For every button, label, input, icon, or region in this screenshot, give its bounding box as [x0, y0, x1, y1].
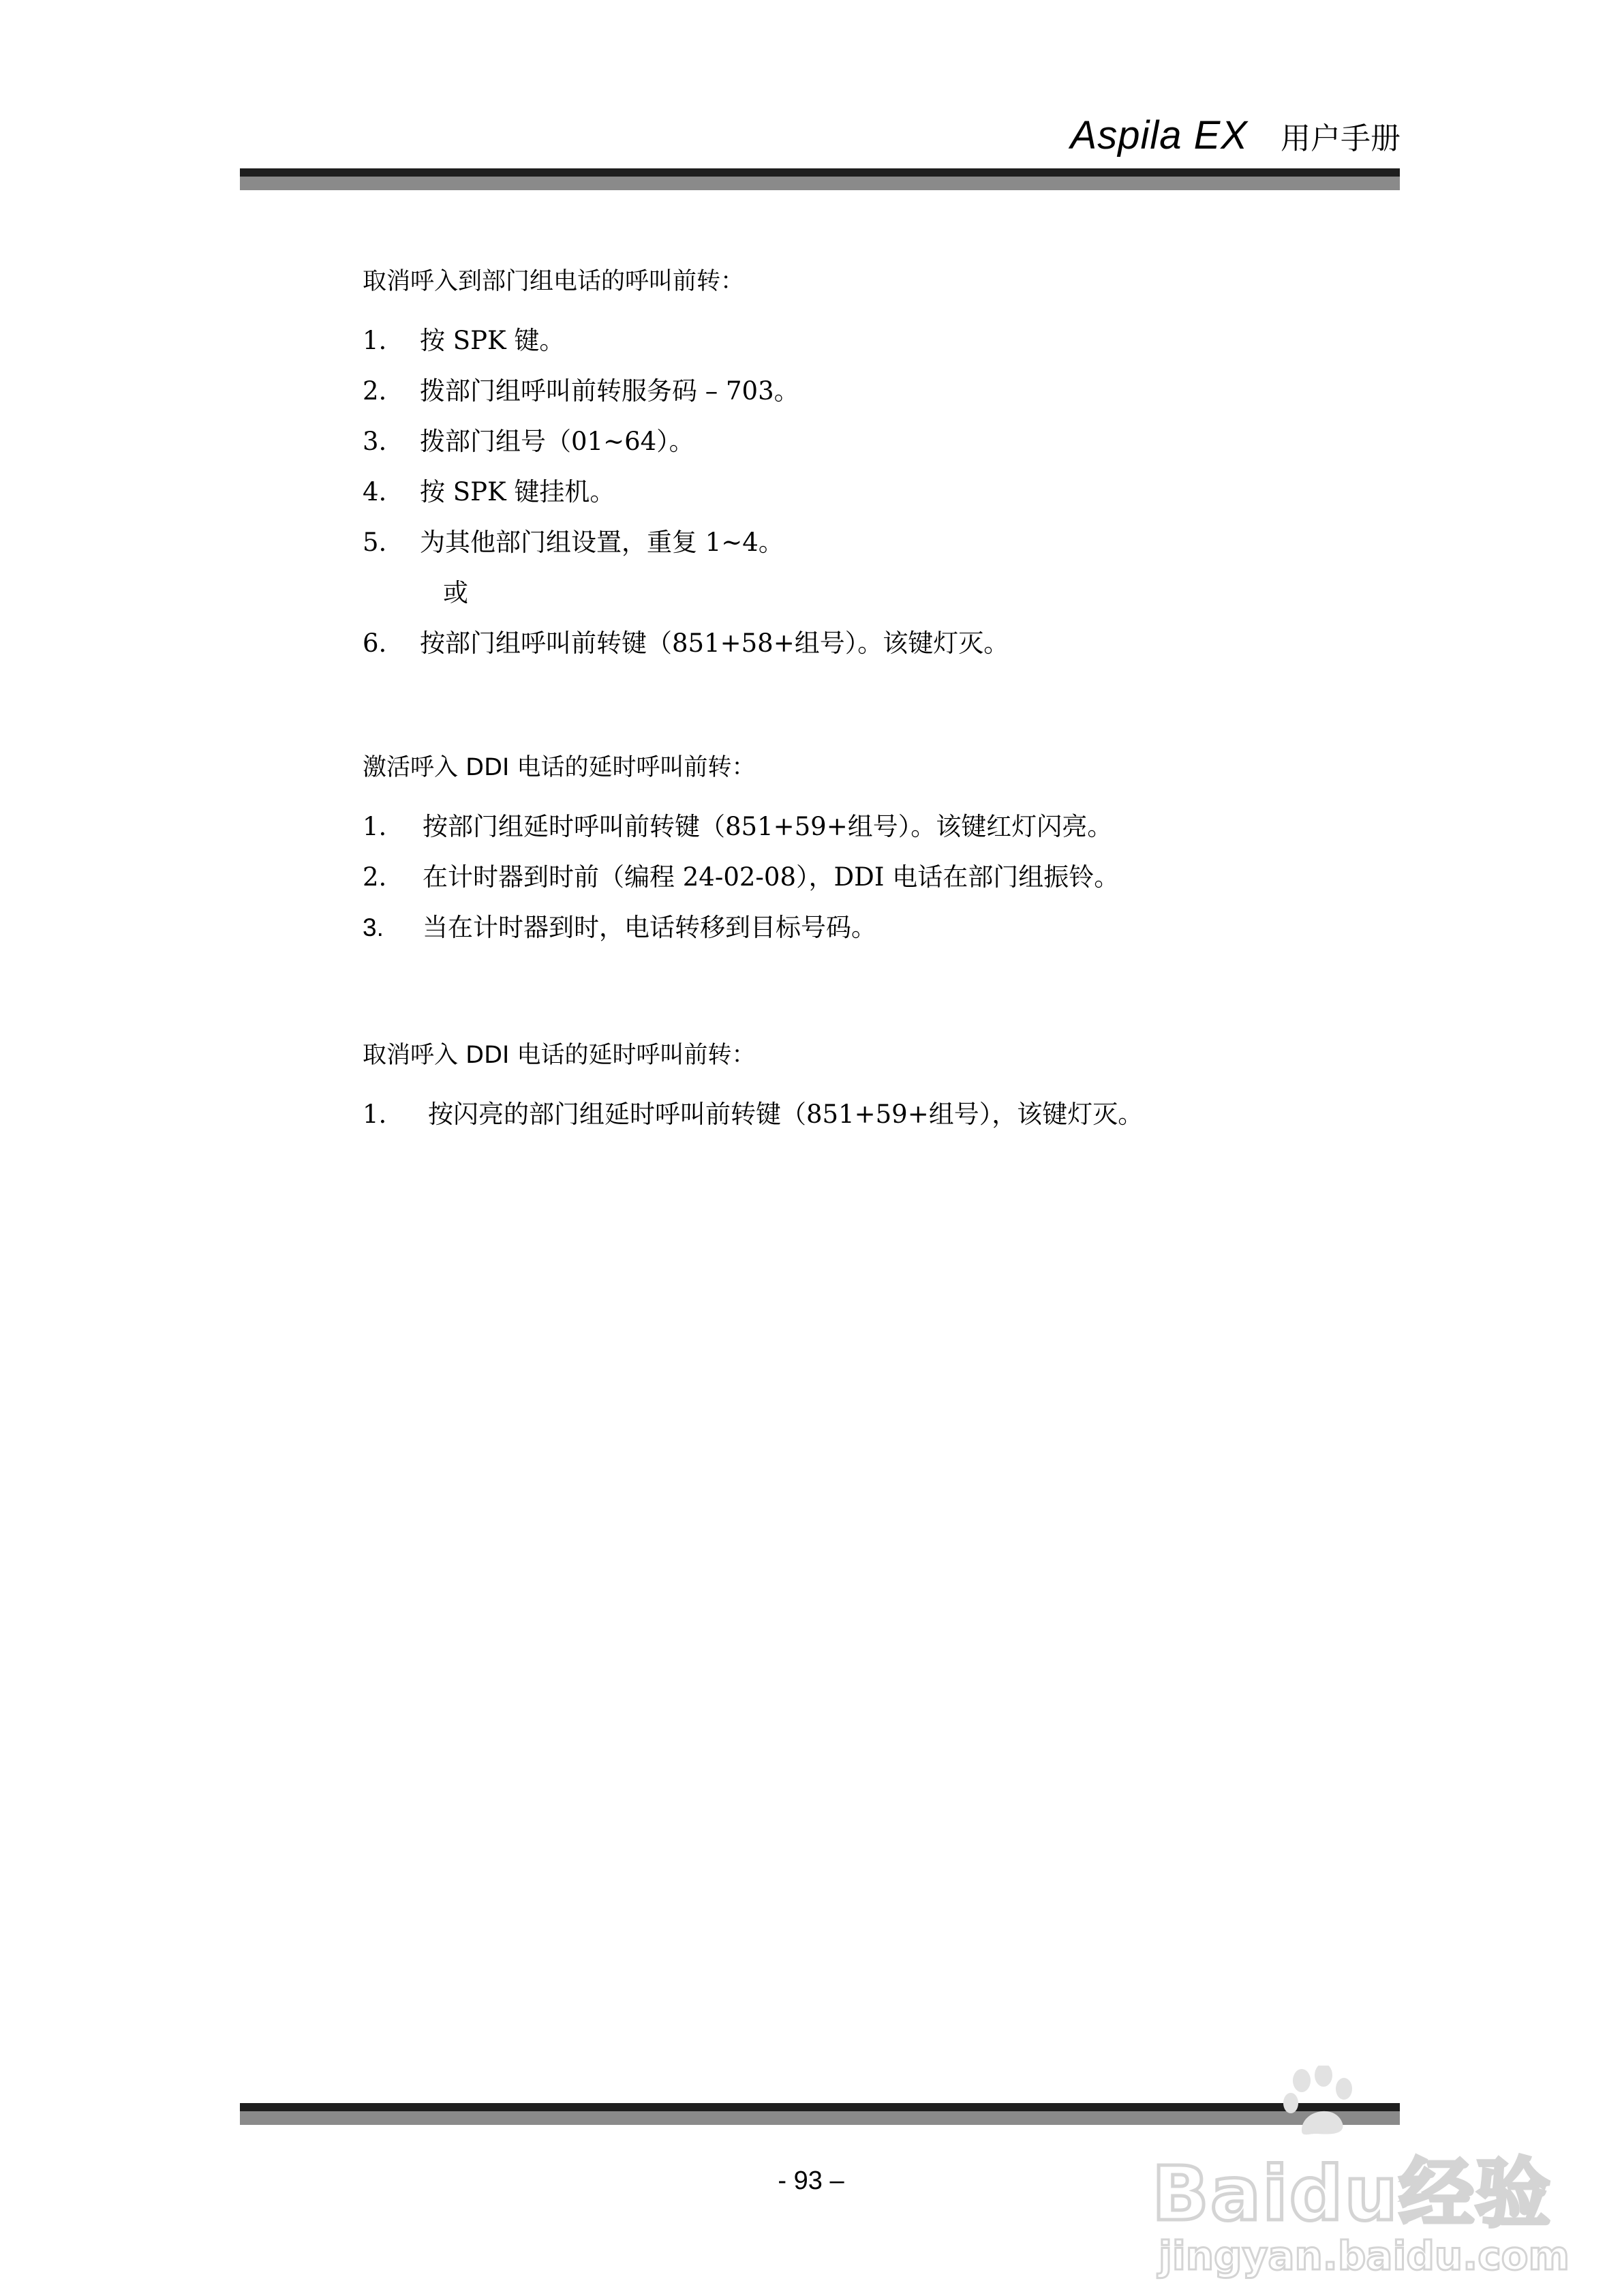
page-number: - 93 – [778, 2166, 844, 2195]
manual-title: 用户手册 [1281, 121, 1401, 156]
step-number: 2. [363, 862, 387, 892]
step-item [363, 421, 1351, 471]
step-text: 拨部门组呼叫前转服务码 – 703。 [420, 376, 799, 406]
step-item [363, 856, 1351, 907]
step-item [363, 471, 1351, 522]
step-text: 按 SPK 键挂机。 [420, 477, 615, 507]
step-item [363, 907, 1351, 957]
section-cancel-group-forward [363, 262, 1351, 673]
footer-rule [240, 2103, 1400, 2125]
section-heading: 激活呼入 DDI 电话的延时呼叫前转： [363, 754, 756, 781]
step-text: 按闪亮的部门组延时呼叫前转键（851+59+组号），该键灯灭。 [428, 1100, 1144, 1129]
step-text: 当在计时器到时，电话转移到目标号码。 [423, 913, 876, 942]
section-heading: 取消呼入到部门组电话的呼叫前转： [363, 268, 745, 295]
step-text: 为其他部门组设置，重复 1~4。 [420, 528, 784, 557]
step-item [363, 370, 1351, 421]
step-text: 拨部门组号（01~64）。 [420, 427, 694, 456]
or-separator: 或 [443, 578, 468, 607]
step-text: 按 SPK 键。 [420, 326, 565, 355]
step-number: 3. [363, 427, 387, 456]
watermark-brand: Baidu经验 [1152, 2150, 1552, 2237]
step-text: 在计时器到时前（编程 24-02-08），DDI 电话在部门组振铃。 [423, 862, 1120, 892]
step-number: 3. [363, 913, 384, 941]
section-heading: 取消呼入 DDI 电话的延时呼叫前转： [363, 1042, 756, 1069]
step-item [363, 1093, 1351, 1144]
step-number: 1. [363, 812, 387, 841]
section-cancel-ddi-delay-forward [363, 1036, 1351, 1144]
step-item [363, 320, 1351, 370]
running-header [1071, 112, 1401, 174]
step-number: 1. [363, 326, 387, 355]
product-name: Aspila EX [1070, 113, 1248, 157]
step-number: 2. [363, 376, 387, 406]
step-item [363, 806, 1351, 856]
step-item [363, 522, 1351, 572]
watermark-url: jingyan.baidu.com [1159, 2233, 1570, 2279]
step-number: 1. [363, 1100, 387, 1129]
step-text: 按部门组延时呼叫前转键（851+59+组号）。该键红灯闪亮。 [423, 812, 1113, 841]
step-item [363, 622, 1351, 673]
step-text: 按部门组呼叫前转键（851+58+组号）。该键灯灭。 [420, 629, 1009, 658]
section-activate-ddi-delay-forward [363, 749, 1351, 957]
header-rule [240, 168, 1400, 190]
step-number: 6. [363, 629, 387, 658]
step-number: 5. [363, 528, 387, 557]
step-number: 4. [363, 477, 387, 507]
